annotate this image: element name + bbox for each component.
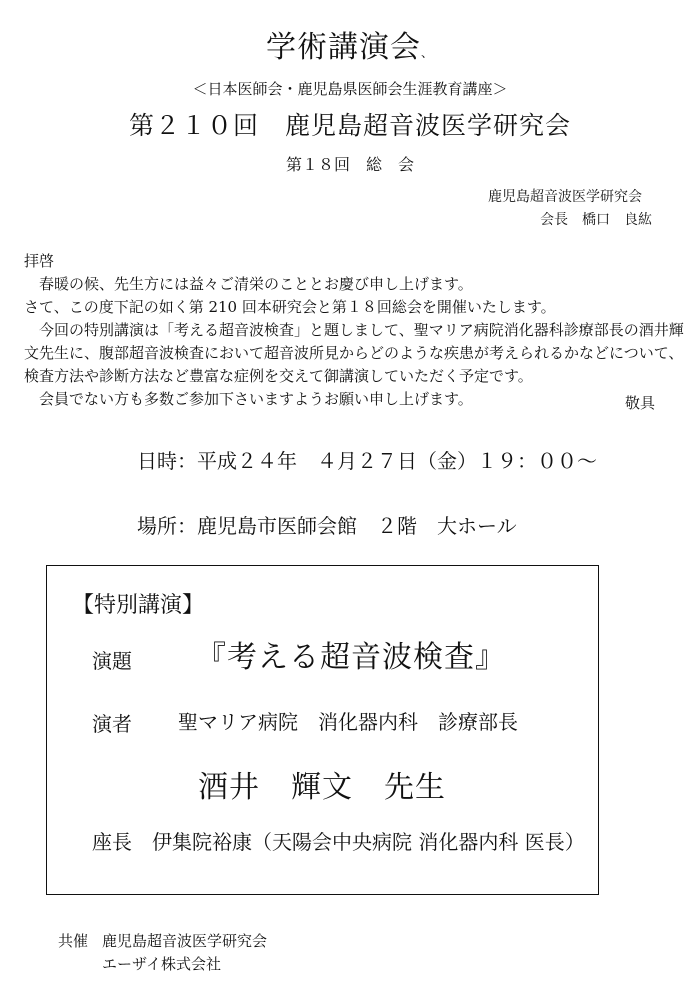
subtitle: ＜日本医師会・鹿児島県医師会生涯教育講座＞: [192, 80, 508, 98]
cohost-organization: エーザイ株式会社: [102, 955, 221, 973]
page-title: 学術講演会、: [265, 30, 434, 65]
letter-line: 春暖の候、先生方には益々ご清栄のこととお慶び申し上げます。: [24, 275, 473, 293]
sender-organization: 鹿児島超音波医学研究会: [488, 189, 642, 205]
general-meeting: 第１８回 総 会: [285, 155, 414, 174]
letter-line: 検査方法や診断方法など豊富な症例を交えて御講演していただく予定です。: [24, 367, 533, 385]
sender-president: 会長 橋口 良紘: [540, 212, 652, 228]
letter-closing: 敬具: [624, 394, 655, 412]
letter-line: さて、この度下記の如く第 210 回本研究会と第１８回総会を開催いたします。: [24, 298, 556, 316]
speaker-name: 酒井 輝文 先生: [198, 770, 446, 805]
theme-label: 演題: [92, 649, 132, 673]
meeting-title: 第２１０回 鹿児島超音波医学研究会: [128, 111, 571, 140]
letter-line: 文先生に、腹部超音波検査において超音波所見からどのような疾患が考えられるかなどについて、: [24, 344, 684, 362]
lecture-heading: 【特別講演】: [72, 593, 205, 618]
cohost-organization: 鹿児島超音波医学研究会: [102, 932, 268, 950]
chairperson: 座長 伊集院裕康（天陽会中央病院 消化器内科 医長）: [92, 830, 585, 854]
letter-line: 拝啓: [24, 252, 55, 270]
title-mark: 、: [420, 46, 434, 60]
speaker-label: 演者: [92, 712, 132, 736]
cohost-label: 共催: [58, 932, 89, 950]
letter-body: [24, 250, 684, 411]
letter-line: 会員でない方も多数ご参加下さいますようお願い申し上げます。: [24, 390, 473, 408]
lecture-theme: 『考える超音波検査』: [196, 640, 506, 675]
event-venue: 場所：鹿児島市医師会館 ２階 大ホール: [137, 514, 517, 538]
letter-line: 今回の特別講演は「考える超音波検査」と題しまして、聖マリア病院消化器科診療部長の酒井輝: [24, 321, 684, 339]
speaker-affiliation: 聖マリア病院 消化器内科 診療部長: [178, 710, 518, 734]
event-datetime: 日時：平成２４年 ４月２７日（金）１９：００～: [137, 449, 597, 473]
